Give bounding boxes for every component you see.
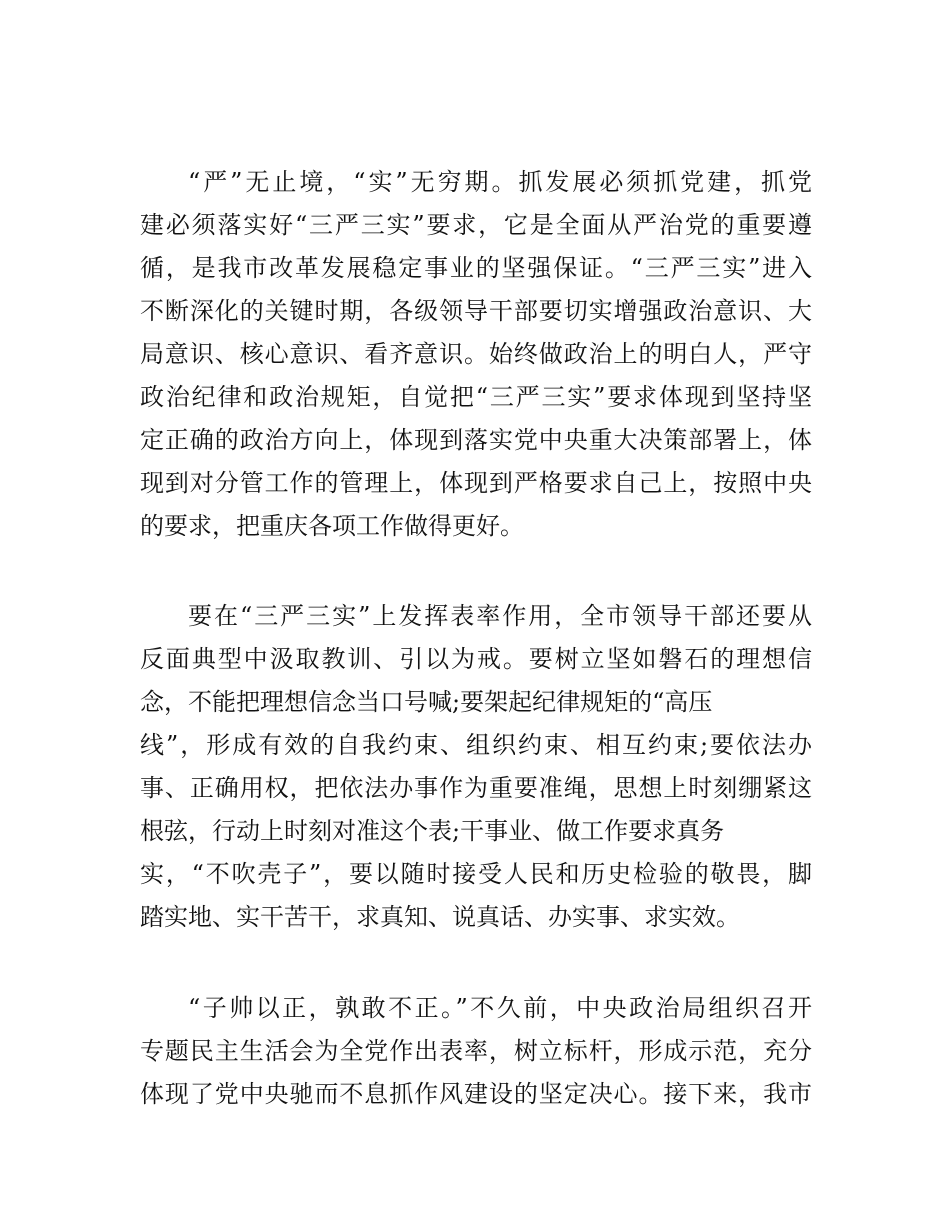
paragraph-3-line-3: 体现了党中央驰而不息抓作风建设的坚定决心。接下来，我市 <box>140 1080 812 1108</box>
paragraph-2-line-2: 反面典型中汲取教训、引以为戒。要树立坚如磐石的理想信 <box>140 645 812 673</box>
paragraph-2-line-4: 线”，形成有效的自我约束、组织约束、相互约束;要依法办 <box>140 731 812 759</box>
paragraph-1-line-4: 不断深化的关键时期，各级领导干部要切实增强政治意识、大 <box>140 297 812 325</box>
paragraph-1-line-1: “严”无止境，“实”无穷期。抓发展必须抓党建，抓党 <box>188 168 812 196</box>
paragraph-2-line-7: 实，“不吹壳子”，要以随时接受人民和历史检验的敬畏，脚 <box>140 860 812 888</box>
paragraph-1-line-7: 定正确的政治方向上，体现到落实党中央重大决策部署上，体 <box>140 426 812 454</box>
paragraph-1-line-5: 局意识、核心意识、看齐意识。始终做政治上的明白人，严守 <box>140 340 812 368</box>
paragraph-3-line-1: “子帅以正，孰敢不正。”不久前，中央政治局组织召开 <box>188 994 812 1022</box>
paragraph-1-line-2: 建必须落实好“三严三实”要求，它是全面从严治党的重要遵 <box>140 211 812 239</box>
paragraph-2-line-8: 踏实地、实干苦干，求真知、说真话、办实事、求实效。 <box>140 903 740 931</box>
paragraph-2-line-1: 要在“三严三实”上发挥表率作用，全市领导干部还要从 <box>188 602 812 630</box>
paragraph-3-line-2: 专题民主生活会为全党作出表率，树立标杆，形成示范，充分 <box>140 1037 812 1065</box>
paragraph-2-line-6: 根弦，行动上时刻对准这个表;干事业、做工作要求真务 <box>140 817 725 845</box>
paragraph-2-line-3: 念，不能把理想信念当口号喊;要架起纪律规矩的“高压 <box>140 688 713 716</box>
paragraph-1-line-3: 循，是我市改革发展稳定事业的坚强保证。“三严三实”进入 <box>140 254 812 282</box>
paragraph-2-line-5: 事、正确用权，把依法办事作为重要准绳，思想上时刻绷紧这 <box>140 774 812 802</box>
paragraph-1-line-8: 现到对分管工作的管理上，体现到严格要求自己上，按照中央 <box>140 469 812 497</box>
paragraph-1-line-9: 的要求，把重庆各项工作做得更好。 <box>140 512 524 540</box>
paragraph-1-line-6: 政治纪律和政治规矩，自觉把“三严三实”要求体现到坚持坚 <box>140 383 812 411</box>
